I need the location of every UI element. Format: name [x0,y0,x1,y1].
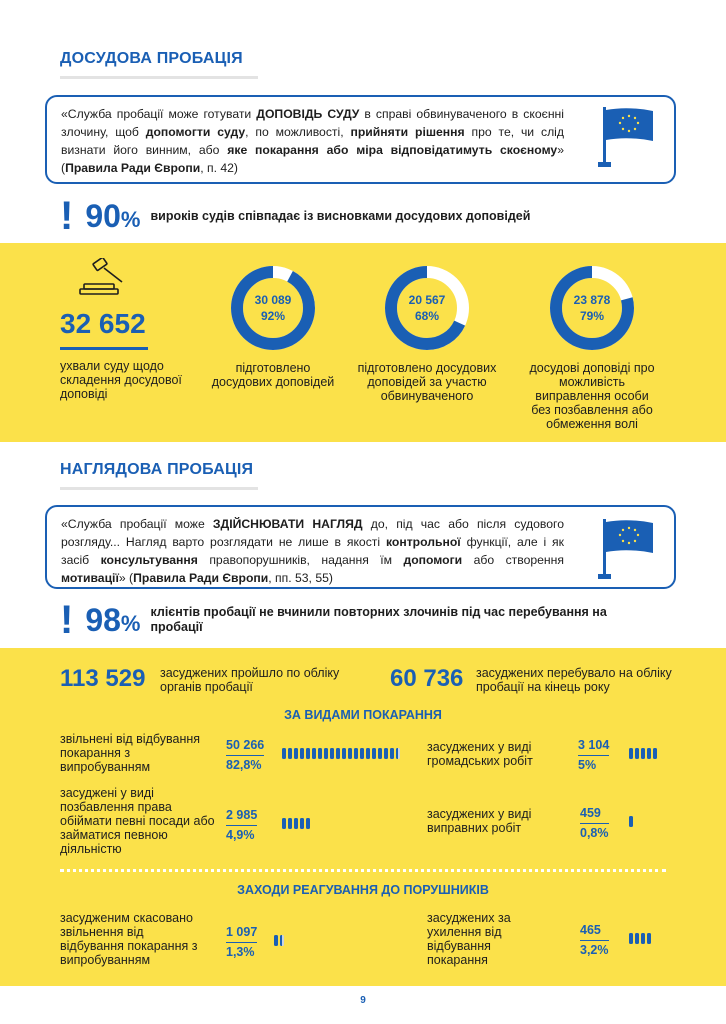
tally-bar [312,748,316,759]
quote-segment: до, під час або після судового розгляду... Нагляд варто розглядати не лише в якості [61,517,564,549]
quote-emphasis: консультування [100,553,198,567]
tally-bar [647,748,651,759]
response-value: 465 3,2% [580,923,609,957]
quote-segment: , пп. 53, 55) [268,571,333,585]
tally-bar [390,748,394,759]
tally-bar [288,748,292,759]
stat-text: клієнтів пробації не вчинили повторних злочинів під час перебування на пробації [150,605,607,634]
category-label: засуджених у виді громадських робіт [427,740,533,768]
tally-bar [336,748,340,759]
quote-emphasis: ЗДІЙСНЮВАТИ НАГЛЯД [212,517,363,531]
category-bars [629,816,633,827]
quote-segment: або створення [462,553,564,567]
total-reports-value: 32 652 [60,308,146,339]
eu-flag-icon [598,516,658,580]
exclamation-icon: ! [60,598,74,642]
tally-bar [342,748,346,759]
total-reports-caption: ухвали суду щодо складення досудової доповіді [60,359,182,401]
tally-bar [635,748,639,759]
quote-box-pretrial [45,95,676,184]
tally-bar [629,933,633,944]
page-number: 9 [360,995,366,1006]
quote-segment: про те, чи слід визнати його винним, або [61,125,564,157]
tally-bar-partial [280,935,284,946]
tally-bar [372,748,376,759]
tally-bar [653,748,657,759]
total-underline [60,347,148,350]
stat-text: вироків судів співпадає із висновками досудових доповідей [150,208,531,223]
tally-bar [294,748,298,759]
quote-segment: » ( [118,571,134,585]
tally-bar [360,748,364,759]
quote-emphasis: контрольної [385,535,461,549]
tally-bar [282,748,286,759]
quote-segment: «Служба пробації може готувати [61,107,257,121]
category-label: звільнені від відбування покарання з випробуванням [60,732,201,774]
tally-bar [318,748,322,759]
tally-bar [306,818,310,829]
tally-bar [330,748,334,759]
tally-bar [641,933,645,944]
tally-bar [274,935,278,946]
tally-bar [294,818,298,829]
gavel-icon [78,258,130,298]
total-registered-value: 113 529 [60,665,146,692]
category-value: 459 0,8% [580,806,609,840]
response-label: засуджених за ухилення від відбування покарання [427,911,511,967]
stat-line-pretrial [60,196,530,236]
quote-emphasis: Правила Ради Європи [65,161,201,175]
category-value: 2 985 4,9% [226,808,258,842]
category-bars [629,748,657,759]
response-bars [629,933,651,944]
tally-bar [300,818,304,829]
tally-bar [282,818,286,829]
quote-segment: , п. 42) [200,161,238,175]
donut-caption-reports: підготовлено досудових доповідей [211,361,335,389]
section-title-supervision: НАГЛЯДОВА ПРОБАЦІЯ [60,461,254,478]
category-value: 50 266 82,8% [226,738,265,772]
total-end-of-year-caption: засуджених перебувало на обліку пробації на кінець року [476,666,672,694]
title-underline [60,487,258,490]
quote-emphasis: ДОПОВІДЬ СУДУ [256,107,360,121]
quote-emphasis: мотивації [61,571,119,585]
category-value: 3 104 5% [578,738,610,772]
tally-bar [629,816,633,827]
tally-bar [635,933,639,944]
category-label: засуджених у виді виправних робіт [427,807,532,835]
donut-label-reports: 30 089 92% [254,293,292,323]
tally-bar [300,748,304,759]
quote-segment: правопорушників, надання їм [197,553,404,567]
total-end-of-year-value: 60 736 [390,665,464,692]
category-bars [282,748,400,759]
subtitle-response: ЗАХОДИ РЕАГУВАННЯ ДО ПОРУШНИКІВ [237,883,489,897]
quote-segment: в справі обвинуваченого в скоєнні злочину, щоб [61,107,564,139]
category-label: засуджені у виді позбавлення права обіймати певні посади або займатися певною діяльністю [60,786,215,856]
exclamation-icon: ! [60,194,74,238]
tally-bar [378,748,382,759]
eu-flag-icon [598,104,658,168]
title-underline [60,76,258,79]
quote-text-supervision [61,517,564,585]
tally-bar [641,748,645,759]
quote-segment: «Служба пробації може [61,517,213,531]
stat-percent: 98% [85,602,141,638]
quote-segment: , по можливості, [245,125,351,139]
quote-segment: » ( [61,143,564,175]
stat-percent: 90% [85,198,141,234]
quote-segment: функції, але і як засіб [61,535,564,567]
donut-caption-correction: досудові доповіді про можливість виправлення особи без позбавлення або обмеження волі [529,361,655,431]
response-bars [274,935,284,946]
tally-bar [647,933,651,944]
dotted-divider [60,869,666,872]
tally-bar [629,748,633,759]
quote-box-supervision [45,505,676,589]
tally-bar [348,748,352,759]
tally-bar [354,748,358,759]
donut-label-with-accused: 20 567 68% [408,293,446,323]
tally-bar [384,748,388,759]
section-title-pretrial: ДОСУДОВА ПРОБАЦІЯ [60,50,243,67]
response-value: 1 097 1,3% [226,925,258,959]
quote-emphasis: допомогти суду [145,125,246,139]
tally-bar [306,748,310,759]
tally-bar-partial [396,748,400,759]
donut-caption-with-accused: підготовлено досудових доповідей за участю обвинуваченого [357,361,497,403]
donut-label-correction: 23 878 79% [573,293,611,323]
response-label: засудженим скасовано звільнення від відбування покарання з випробуванням [60,911,198,967]
quote-emphasis: прийняти рішення [350,125,465,139]
quote-emphasis: яке покарання або міра відповідатимуть скоєному [227,143,558,157]
quote-emphasis: допомоги [403,553,463,567]
tally-bar [324,748,328,759]
subtitle-by-type: ЗА ВИДАМИ ПОКАРАННЯ [284,708,442,722]
tally-bar [288,818,292,829]
quote-text-pretrial [61,107,564,175]
stat-line-supervision [60,600,650,640]
total-registered-caption: засуджених пройшло по обліку органів пробації [160,666,340,694]
quote-emphasis: Правила Ради Європи [133,571,269,585]
tally-bar [366,748,370,759]
category-bars [282,818,310,829]
